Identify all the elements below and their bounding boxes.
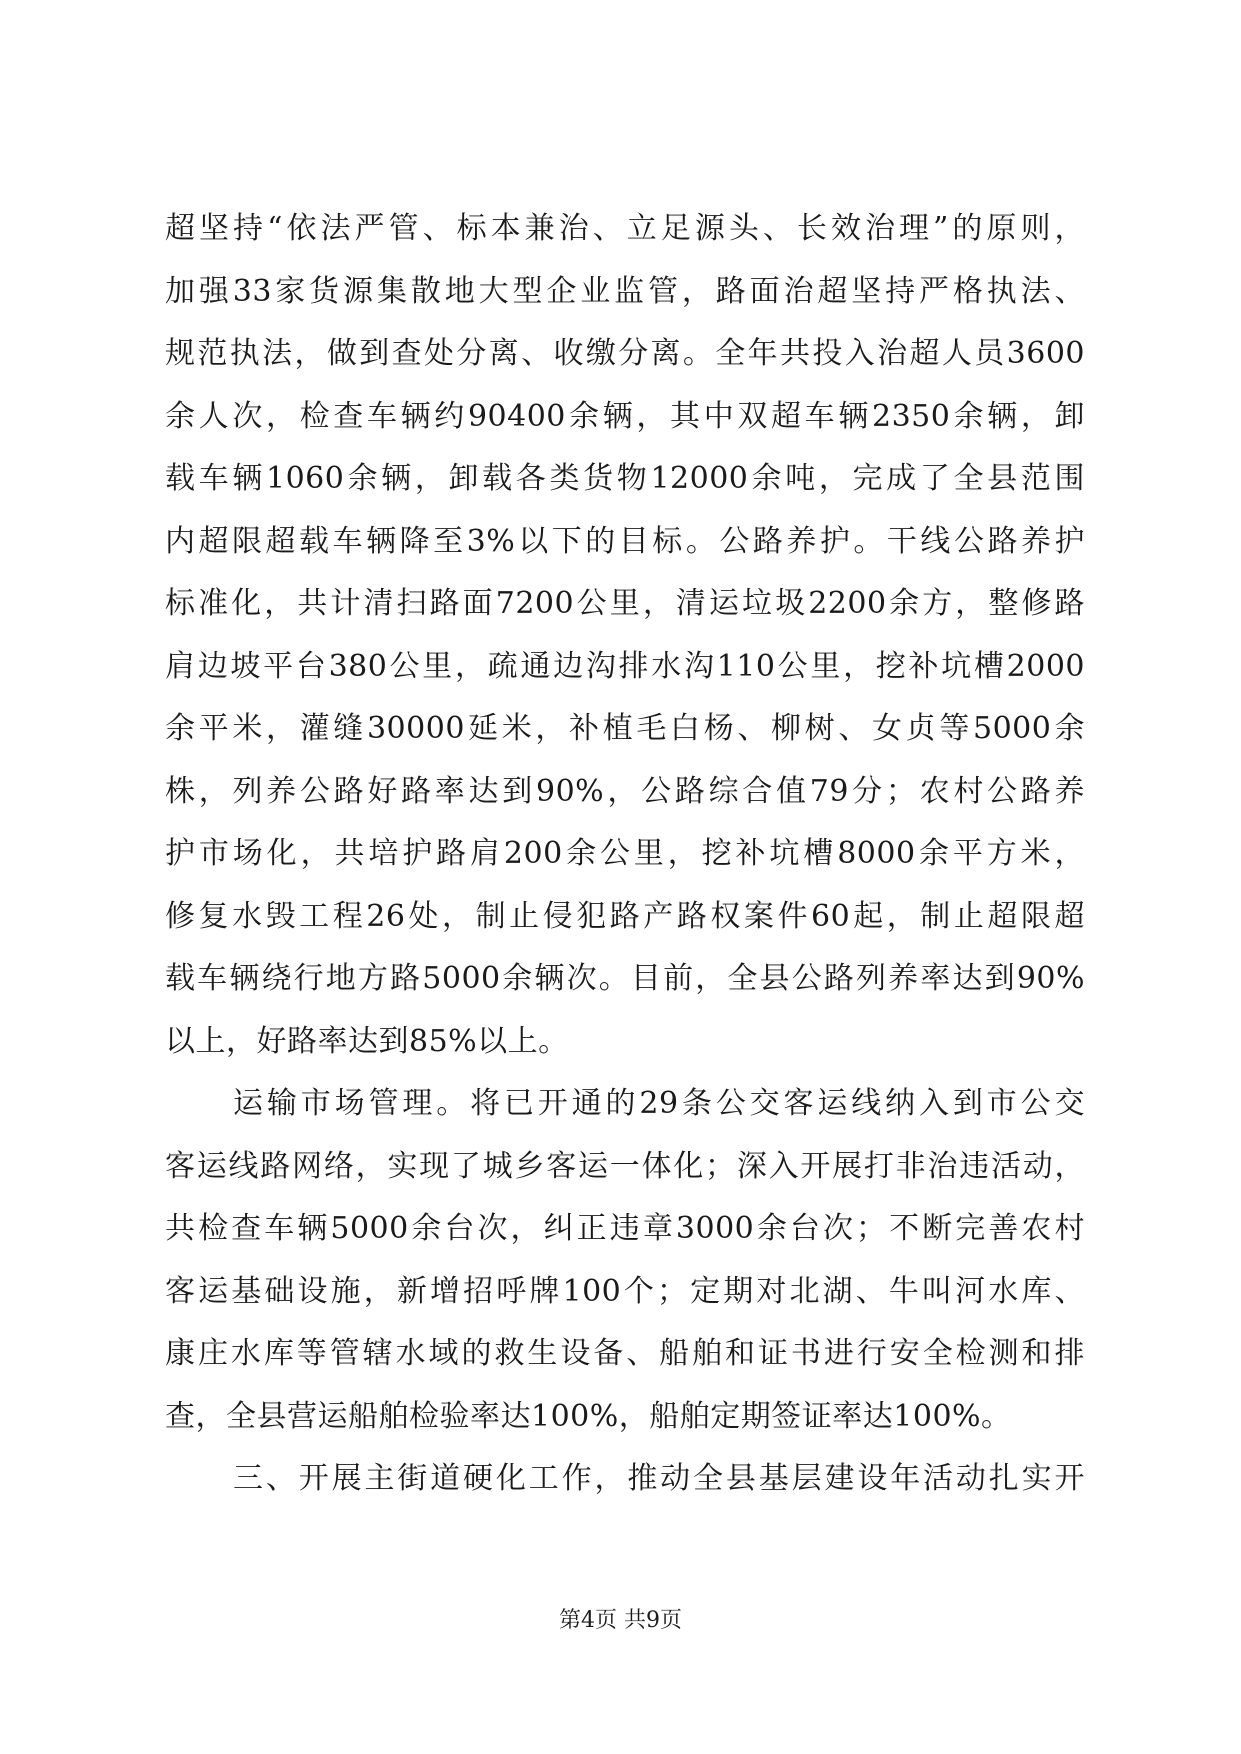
text-line: 运输市场管理。将已开通的29条公交客运线纳入到市公交 bbox=[233, 1086, 1085, 1121]
text-line: 内超限超载车辆降至3%以下的目标。公路养护。干线公路养护 bbox=[165, 523, 1085, 559]
text-line: 护市场化，共培护路肩200余公里，挖补坑槽8000余平方米， bbox=[165, 836, 1085, 871]
text-line: 超坚持“依法严管、标本兼治、立足源头、长效治理”的原则， bbox=[165, 211, 1085, 246]
text-line: 加强33家货源集散地大型企业监管，路面治超坚持严格执法、 bbox=[165, 273, 1085, 309]
body-text bbox=[165, 198, 1085, 1511]
text-line: 以上，好路率达到85%以上。 bbox=[165, 1023, 569, 1059]
text-line: 载车辆绕行地方路5000余辆次。目前，全县公路列养率达到90% bbox=[165, 961, 1085, 996]
text-line: 共检查车辆5000余台次，纠正违章3000余台次；不断完善农村 bbox=[165, 1211, 1085, 1246]
text-line: 标准化，共计清扫路面7200公里，清运垃圾2200余方，整修路 bbox=[165, 586, 1085, 621]
text-line: 余人次，检查车辆约90400余辆，其中双超车辆2350余辆，卸 bbox=[165, 398, 1085, 434]
text-line: 规范执法，做到查处分离、收缴分离。全年共投入治超人员3600 bbox=[165, 336, 1085, 371]
text-line: 株，列养公路好路率达到90%，公路综合值79分；农村公路养 bbox=[165, 773, 1085, 809]
text-line: 三、开展主街道硬化工作，推动全县基层建设年活动扎实开 bbox=[233, 1461, 1085, 1496]
text-line: 肩边坡平台380公里，疏通边沟排水沟110公里，挖补坑槽2000 bbox=[165, 648, 1085, 684]
text-line: 载车辆1060余辆，卸载各类货物12000余吨，完成了全县范围 bbox=[165, 461, 1085, 496]
text-line: 查，全县营运船舶检验率达100%，船舶定期签证率达100%。 bbox=[165, 1398, 1012, 1434]
text-line: 修复水毁工程26处，制止侵犯路产路权案件60起，制止超限超 bbox=[165, 898, 1085, 934]
page-number-footer: 第4页 共9页 bbox=[559, 1608, 682, 1633]
text-line: 康庄水库等管辖水域的救生设备、船舶和证书进行安全检测和排 bbox=[165, 1336, 1085, 1371]
text-line: 客运线路网络，实现了城乡客运一体化；深入开展打非治违活动， bbox=[165, 1148, 1085, 1184]
text-line: 余平米，灌缝30000延米，补植毛白杨、柳树、女贞等5000余 bbox=[165, 711, 1085, 746]
text-line: 客运基础设施，新增招呼牌100个；定期对北湖、牛叫河水库、 bbox=[165, 1273, 1085, 1309]
